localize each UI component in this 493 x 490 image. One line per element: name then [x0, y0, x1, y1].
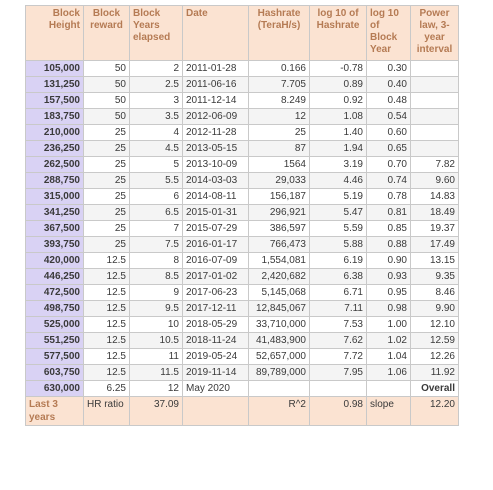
cell-block-reward: 25 — [84, 157, 130, 173]
cell-log-hashrate: 7.62 — [310, 333, 367, 349]
cell-power-law: 14.83 — [411, 189, 459, 205]
col-log-block-year-header: log 10 of Block Year — [367, 6, 411, 61]
cell-block-height: 315,000 — [26, 189, 84, 205]
cell-power-law: 9.90 — [411, 301, 459, 317]
table-row — [26, 61, 459, 77]
cell-block-height: 603,750 — [26, 365, 84, 381]
summary-r2-label: R^2 — [249, 397, 310, 426]
cell-log-block-year: 0.48 — [367, 93, 411, 109]
cell-log-block-year: 0.93 — [367, 269, 411, 285]
cell-years-elapsed: 7.5 — [130, 237, 183, 253]
cell-years-elapsed: 4.5 — [130, 141, 183, 157]
cell-hashrate: 87 — [249, 141, 310, 157]
cell-log-block-year — [367, 381, 411, 397]
cell-log-hashrate: 0.89 — [310, 77, 367, 93]
cell-hashrate: 1564 — [249, 157, 310, 173]
cell-log-hashrate: 7.72 — [310, 349, 367, 365]
cell-power-law: 9.60 — [411, 173, 459, 189]
cell-power-law — [411, 93, 459, 109]
cell-log-block-year: 0.70 — [367, 157, 411, 173]
col-block-height-header: Block Height — [26, 6, 84, 61]
cell-date: 2014-03-03 — [183, 173, 249, 189]
cell-hashrate: 12 — [249, 109, 310, 125]
cell-block-height: 131,250 — [26, 77, 84, 93]
cell-block-height: 420,000 — [26, 253, 84, 269]
cell-block-reward: 25 — [84, 125, 130, 141]
cell-date: 2012-06-09 — [183, 109, 249, 125]
cell-hashrate: 2,420,682 — [249, 269, 310, 285]
hashrate-table — [25, 5, 459, 426]
cell-block-height: 236,250 — [26, 141, 84, 157]
cell-log-hashrate: 3.19 — [310, 157, 367, 173]
table-row — [26, 77, 459, 93]
cell-hashrate: 7.705 — [249, 77, 310, 93]
cell-date: May 2020 — [183, 381, 249, 397]
summary-hr-ratio-label: HR ratio — [84, 397, 130, 426]
cell-block-reward: 25 — [84, 141, 130, 157]
cell-block-reward: 25 — [84, 237, 130, 253]
table-row — [26, 381, 459, 397]
cell-years-elapsed: 11.5 — [130, 365, 183, 381]
cell-years-elapsed: 10 — [130, 317, 183, 333]
cell-log-block-year: 0.81 — [367, 205, 411, 221]
cell-block-reward: 12.5 — [84, 333, 130, 349]
cell-log-block-year: 0.90 — [367, 253, 411, 269]
cell-hashrate: 41,483,900 — [249, 333, 310, 349]
cell-block-reward: 6.25 — [84, 381, 130, 397]
cell-log-hashrate: 5.59 — [310, 221, 367, 237]
cell-hashrate: 52,657,000 — [249, 349, 310, 365]
cell-log-block-year: 0.40 — [367, 77, 411, 93]
cell-log-block-year: 0.78 — [367, 189, 411, 205]
cell-log-hashrate: -0.78 — [310, 61, 367, 77]
cell-years-elapsed: 5 — [130, 157, 183, 173]
cell-years-elapsed: 11 — [130, 349, 183, 365]
cell-power-law — [411, 141, 459, 157]
cell-log-block-year: 1.04 — [367, 349, 411, 365]
cell-date: 2017-01-02 — [183, 269, 249, 285]
col-block-reward-header: Block reward — [84, 6, 130, 61]
cell-years-elapsed: 7 — [130, 221, 183, 237]
cell-block-reward: 25 — [84, 173, 130, 189]
cell-years-elapsed: 2.5 — [130, 77, 183, 93]
cell-years-elapsed: 5.5 — [130, 173, 183, 189]
cell-hashrate: 33,710,000 — [249, 317, 310, 333]
cell-years-elapsed: 10.5 — [130, 333, 183, 349]
col-years-elapsed-header: Block Years elapsed — [130, 6, 183, 61]
cell-power-law: 13.15 — [411, 253, 459, 269]
cell-hashrate: 8.249 — [249, 93, 310, 109]
cell-block-height: 630,000 — [26, 381, 84, 397]
cell-log-hashrate — [310, 381, 367, 397]
cell-date: 2013-10-09 — [183, 157, 249, 173]
cell-years-elapsed: 6 — [130, 189, 183, 205]
cell-years-elapsed: 8 — [130, 253, 183, 269]
cell-power-law: 7.82 — [411, 157, 459, 173]
cell-date: 2018-05-29 — [183, 317, 249, 333]
cell-log-block-year: 0.88 — [367, 237, 411, 253]
cell-power-law: 9.35 — [411, 269, 459, 285]
cell-hashrate: 0.166 — [249, 61, 310, 77]
col-date-header: Date — [183, 6, 249, 61]
cell-date: 2014-08-11 — [183, 189, 249, 205]
table-row — [26, 189, 459, 205]
cell-block-reward: 12.5 — [84, 349, 130, 365]
summary-hr-ratio-value: 37.09 — [130, 397, 183, 426]
cell-log-hashrate: 1.40 — [310, 125, 367, 141]
cell-date: 2017-12-11 — [183, 301, 249, 317]
cell-log-block-year: 0.65 — [367, 141, 411, 157]
cell-years-elapsed: 3 — [130, 93, 183, 109]
cell-hashrate: 766,473 — [249, 237, 310, 253]
cell-log-block-year: 0.74 — [367, 173, 411, 189]
cell-log-hashrate: 5.47 — [310, 205, 367, 221]
cell-years-elapsed: 9.5 — [130, 301, 183, 317]
cell-log-hashrate: 5.88 — [310, 237, 367, 253]
table-row — [26, 365, 459, 381]
table-row — [26, 317, 459, 333]
cell-date: 2015-01-31 — [183, 205, 249, 221]
cell-date: 2016-01-17 — [183, 237, 249, 253]
table-row — [26, 349, 459, 365]
cell-block-reward: 25 — [84, 189, 130, 205]
cell-power-law: Overall — [411, 381, 459, 397]
cell-log-hashrate: 0.92 — [310, 93, 367, 109]
cell-block-height: 105,000 — [26, 61, 84, 77]
cell-hashrate: 386,597 — [249, 221, 310, 237]
cell-block-height: 341,250 — [26, 205, 84, 221]
cell-log-hashrate: 7.95 — [310, 365, 367, 381]
cell-years-elapsed: 2 — [130, 61, 183, 77]
cell-hashrate: 12,845,067 — [249, 301, 310, 317]
cell-date: 2016-07-09 — [183, 253, 249, 269]
table-row — [26, 141, 459, 157]
cell-date: 2011-12-14 — [183, 93, 249, 109]
cell-block-height: 210,000 — [26, 125, 84, 141]
cell-block-reward: 50 — [84, 109, 130, 125]
cell-log-block-year: 0.85 — [367, 221, 411, 237]
cell-date: 2019-05-24 — [183, 349, 249, 365]
cell-log-block-year: 1.06 — [367, 365, 411, 381]
cell-hashrate — [249, 381, 310, 397]
cell-block-height: 157,500 — [26, 93, 84, 109]
col-hashrate-header: Hashrate (TeraH/s) — [249, 6, 310, 61]
cell-log-block-year: 0.60 — [367, 125, 411, 141]
cell-log-hashrate: 6.71 — [310, 285, 367, 301]
cell-block-reward: 50 — [84, 93, 130, 109]
cell-block-height: 577,500 — [26, 349, 84, 365]
cell-block-height: 472,500 — [26, 285, 84, 301]
cell-power-law: 12.10 — [411, 317, 459, 333]
cell-years-elapsed: 3.5 — [130, 109, 183, 125]
table-row — [26, 157, 459, 173]
cell-log-hashrate: 1.08 — [310, 109, 367, 125]
cell-power-law: 11.92 — [411, 365, 459, 381]
cell-block-height: 262,500 — [26, 157, 84, 173]
cell-power-law: 12.59 — [411, 333, 459, 349]
cell-date: 2013-05-15 — [183, 141, 249, 157]
summary-slope-value: 12.20 — [411, 397, 459, 426]
cell-years-elapsed: 8.5 — [130, 269, 183, 285]
cell-block-height: 446,250 — [26, 269, 84, 285]
cell-block-reward: 12.5 — [84, 317, 130, 333]
cell-date: 2019-11-14 — [183, 365, 249, 381]
cell-block-reward: 50 — [84, 77, 130, 93]
cell-block-reward: 12.5 — [84, 253, 130, 269]
cell-block-reward: 12.5 — [84, 269, 130, 285]
summary-empty-cell — [183, 397, 249, 426]
cell-block-height: 551,250 — [26, 333, 84, 349]
cell-log-hashrate: 1.94 — [310, 141, 367, 157]
cell-hashrate: 29,033 — [249, 173, 310, 189]
cell-years-elapsed: 4 — [130, 125, 183, 141]
table-row — [26, 109, 459, 125]
cell-hashrate: 296,921 — [249, 205, 310, 221]
cell-log-hashrate: 7.53 — [310, 317, 367, 333]
table-row — [26, 285, 459, 301]
cell-block-reward: 12.5 — [84, 301, 130, 317]
table-row — [26, 301, 459, 317]
cell-power-law: 17.49 — [411, 237, 459, 253]
cell-power-law — [411, 125, 459, 141]
table-row — [26, 237, 459, 253]
cell-date: 2018-11-24 — [183, 333, 249, 349]
cell-log-block-year: 1.02 — [367, 333, 411, 349]
table-row — [26, 93, 459, 109]
cell-log-hashrate: 5.19 — [310, 189, 367, 205]
col-power-law-header: Power law, 3-year interval — [411, 6, 459, 61]
header-row — [26, 6, 459, 61]
summary-r2-value: 0.98 — [310, 397, 367, 426]
summary-row — [26, 397, 459, 426]
cell-hashrate: 25 — [249, 125, 310, 141]
cell-power-law — [411, 109, 459, 125]
cell-block-height: 367,500 — [26, 221, 84, 237]
cell-block-reward: 12.5 — [84, 365, 130, 381]
cell-date: 2011-01-28 — [183, 61, 249, 77]
cell-log-hashrate: 6.38 — [310, 269, 367, 285]
cell-block-reward: 25 — [84, 221, 130, 237]
cell-date: 2012-11-28 — [183, 125, 249, 141]
cell-log-block-year: 0.30 — [367, 61, 411, 77]
table-row — [26, 269, 459, 285]
cell-block-reward: 50 — [84, 61, 130, 77]
summary-label: Last 3 years — [26, 397, 84, 426]
table-row — [26, 333, 459, 349]
cell-block-height: 498,750 — [26, 301, 84, 317]
summary-slope-label: slope — [367, 397, 411, 426]
cell-block-height: 525,000 — [26, 317, 84, 333]
cell-power-law — [411, 77, 459, 93]
cell-years-elapsed: 6.5 — [130, 205, 183, 221]
cell-block-height: 183,750 — [26, 109, 84, 125]
cell-log-hashrate: 7.11 — [310, 301, 367, 317]
cell-date: 2015-07-29 — [183, 221, 249, 237]
cell-date: 2017-06-23 — [183, 285, 249, 301]
cell-power-law: 12.26 — [411, 349, 459, 365]
cell-hashrate: 89,789,000 — [249, 365, 310, 381]
cell-log-block-year: 1.00 — [367, 317, 411, 333]
cell-date: 2011-06-16 — [183, 77, 249, 93]
table-row — [26, 125, 459, 141]
cell-hashrate: 1,554,081 — [249, 253, 310, 269]
cell-years-elapsed: 12 — [130, 381, 183, 397]
cell-power-law: 18.49 — [411, 205, 459, 221]
cell-block-height: 288,750 — [26, 173, 84, 189]
table-row — [26, 253, 459, 269]
table-row — [26, 221, 459, 237]
cell-log-hashrate: 6.19 — [310, 253, 367, 269]
cell-block-reward: 25 — [84, 205, 130, 221]
cell-block-height: 393,750 — [26, 237, 84, 253]
cell-block-reward: 12.5 — [84, 285, 130, 301]
cell-years-elapsed: 9 — [130, 285, 183, 301]
cell-log-hashrate: 4.46 — [310, 173, 367, 189]
cell-log-block-year: 0.54 — [367, 109, 411, 125]
cell-power-law: 19.37 — [411, 221, 459, 237]
cell-hashrate: 156,187 — [249, 189, 310, 205]
table-row — [26, 173, 459, 189]
cell-log-block-year: 0.95 — [367, 285, 411, 301]
col-log-hashrate-header: log 10 of Hashrate — [310, 6, 367, 61]
cell-power-law — [411, 61, 459, 77]
cell-log-block-year: 0.98 — [367, 301, 411, 317]
cell-power-law: 8.46 — [411, 285, 459, 301]
table-row — [26, 205, 459, 221]
cell-hashrate: 5,145,068 — [249, 285, 310, 301]
